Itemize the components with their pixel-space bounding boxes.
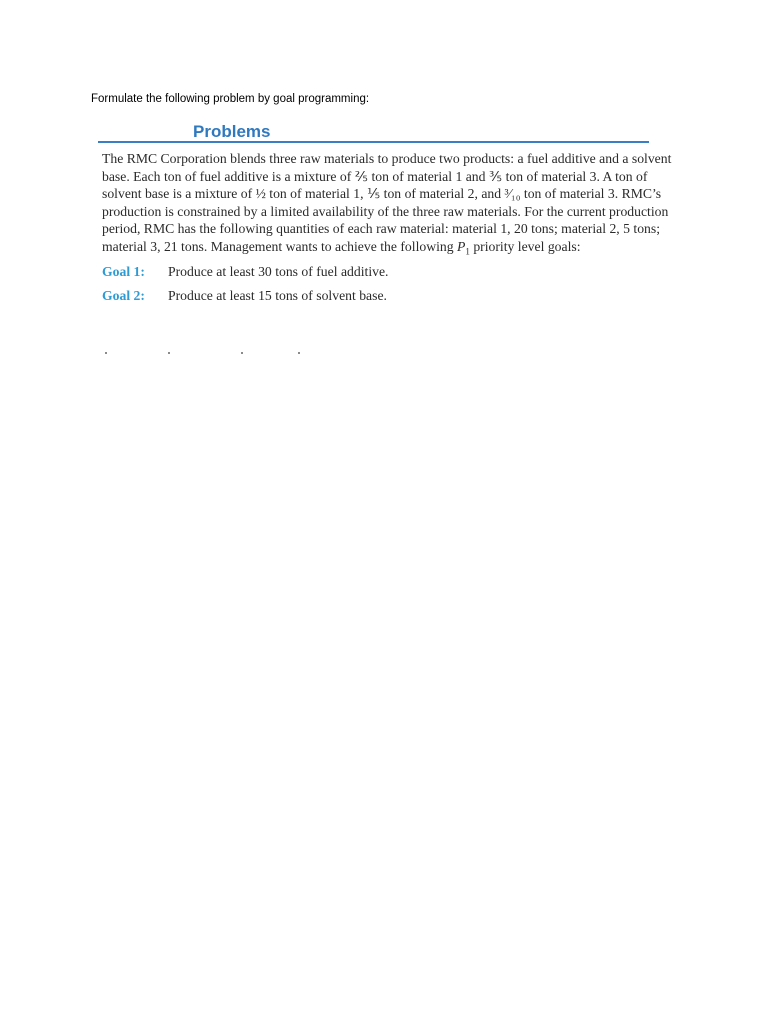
problem-text-part3: ton of material 3. A ton of solvent base is a mixture of: [102, 168, 648, 201]
problem-excerpt-image: [98, 119, 678, 304]
goal-item: [102, 287, 678, 304]
fraction-two-fifths: ⅖: [354, 168, 369, 184]
heading-underline: [98, 141, 649, 143]
goal-label: Goal 2:: [102, 288, 145, 303]
problems-heading-text: Problems: [193, 122, 271, 141]
problems-heading: [98, 119, 678, 144]
instruction-text: Formulate the following problem by goal programming:: [91, 93, 370, 105]
problem-text-part4: ton of material 1,: [265, 186, 367, 201]
problem-text-part1: The RMC Corporation blends three raw materials to produce two products: a fuel additive and a solvent base. Each ton of fuel additive is a mixture of: [102, 151, 672, 184]
cropped-text-remnant: [102, 351, 312, 355]
problem-text-part2: ton of material 1 and: [368, 168, 489, 184]
priority-symbol: P: [457, 238, 466, 254]
goal-label: Goal 1:: [102, 264, 145, 279]
problem-paragraph: [102, 150, 674, 255]
problem-text-part6: ton of material 3. RMC’s production is constrained by a limited availability of the three raw materials. For the current production period, RMC has the following quantities of each raw material: material 1, 20 tons; material 2, 5 tons; material 3, 21 tons. Management wants to achieve the following: [102, 186, 669, 254]
fraction-three-tenths: ³⁄₁₀: [504, 186, 521, 201]
fraction-one-fifth: ⅕: [366, 186, 381, 201]
goal-item: [102, 263, 678, 280]
goal-text: Produce at least 30 tons of fuel additive.: [168, 264, 389, 279]
priority-subscript: 1: [465, 246, 470, 257]
fraction-one-half: ½: [255, 186, 266, 201]
problem-text-part5: ton of material 2, and: [380, 186, 505, 201]
fraction-three-fifths: ⅗: [488, 168, 503, 184]
goal-text: Produce at least 15 tons of solvent base.: [168, 288, 387, 303]
problem-text-part7: priority level goals:: [469, 238, 581, 254]
